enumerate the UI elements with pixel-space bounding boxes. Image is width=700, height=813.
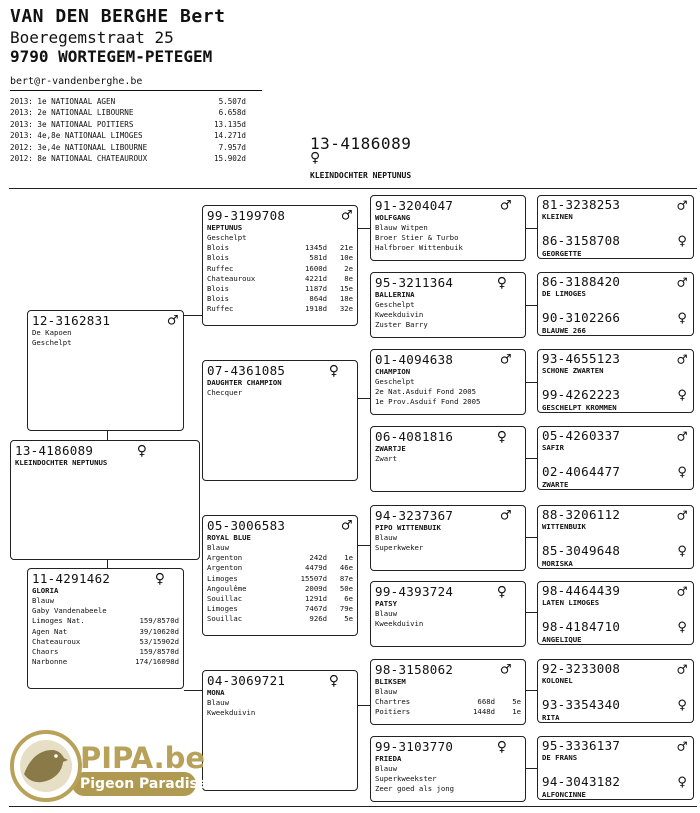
pigeon-name: LATEN LIMOGES (542, 598, 600, 607)
result-row: Argenton 242d 1e (207, 553, 353, 563)
results-list (10, 96, 246, 164)
connector (358, 705, 370, 706)
pigeon-name: MONA (207, 688, 225, 697)
page-divider (9, 188, 697, 189)
pigeon-name: KOLONEL (542, 676, 573, 685)
pigeon-card-grandmother-paternal[interactable] (202, 360, 358, 481)
pigeon-name: DE FRANS (542, 753, 578, 762)
pigeon-color: Geschelpt (375, 300, 415, 309)
pigeon-color: Blauw (32, 596, 54, 605)
pigeon-card-male[interactable] (538, 427, 693, 459)
pigeon-card-male[interactable] (538, 506, 693, 538)
ring-number: 95-3336137 (542, 738, 621, 753)
result-row: 2013: 2e NATIONAAL LIBOURNE 6.658d (10, 108, 246, 118)
pigeon-note: Zeer goed als jong (375, 784, 455, 794)
connector (184, 690, 202, 691)
pigeon-card-ggp-5[interactable] (370, 505, 526, 571)
female-icon: ♀ (677, 772, 687, 791)
result-row: 2012: 8e NATIONAAL CHATEAUROUX 15.902d (10, 154, 246, 164)
ring-number: 05-3006583 (207, 518, 286, 533)
ring-number: 93-3354340 (542, 697, 621, 712)
male-icon: ♂ (500, 350, 511, 370)
ring-number: 04-3069721 (207, 673, 286, 688)
result-row: Argenton 4479d 46e (207, 563, 353, 573)
ring-number: 12-3162831 (32, 313, 111, 328)
connector (526, 690, 537, 691)
female-icon: ♀ (496, 582, 507, 602)
pigeon-pair-card[interactable] (537, 195, 694, 259)
ring-number: 91-3204047 (375, 198, 454, 213)
pigeon-card-ggp-7[interactable] (370, 659, 526, 725)
pigeon-pair-card[interactable] (537, 505, 694, 569)
connector (526, 458, 537, 459)
pigeon-color: Blauw (207, 543, 229, 552)
pigeon-note: Zuster Barry (375, 320, 428, 330)
male-icon: ♂ (500, 196, 511, 216)
ring-number: 86-3158708 (542, 233, 621, 248)
connector (358, 398, 370, 399)
ring-number: 06-4081816 (375, 429, 454, 444)
pigeon-name: ZWARTJE (375, 444, 406, 453)
pigeon-card-male[interactable] (538, 582, 693, 614)
pigeon-card-female[interactable] (538, 305, 693, 337)
result-row: Ruffec 1600d 2e (207, 263, 353, 273)
result-row: 2013: 3e NATIONAAL POITIERS 13.135d (10, 119, 246, 129)
result-row: Chaors 159/8570d (32, 647, 179, 657)
pigeon-card-ggp-6[interactable] (370, 581, 526, 647)
male-icon: ♂ (341, 516, 352, 536)
female-icon: ♀ (328, 671, 339, 691)
result-row: 2013: 1e NATIONAAL AGEN 5.507d (10, 97, 246, 106)
pigeon-name: WOLFGANG (375, 213, 411, 222)
pigeon-color: Geschelpt (375, 377, 415, 386)
connector (358, 545, 370, 546)
result-row: 2012: 3e,4e NATIONAAL LIBOURNE 7.957d (10, 142, 246, 152)
result-row: Limoges 15507d 87e (207, 573, 353, 583)
pigeon-name: BLIKSEM (375, 677, 406, 686)
pigeon-name: PIPO WITTENBUIK (375, 523, 441, 532)
pigeon-name: DE LIMOGES (542, 289, 586, 298)
pigeon-name: PATSY (375, 599, 397, 608)
pigeon-color: Blauw (207, 698, 229, 707)
pigeon-name: CHAMPION (375, 367, 411, 376)
ring-number: 86-3188420 (542, 274, 621, 289)
pigeon-note: Superkweekster (375, 774, 437, 784)
owner-name: VAN DEN BERGHE Bert (10, 6, 226, 27)
result-row: Poitiers 1448d 1e (375, 707, 521, 717)
pigeon-card-male[interactable] (538, 660, 693, 692)
result-row: Agen Nat 39/10620d (32, 626, 179, 636)
pigeon-color: Zwart (375, 454, 397, 463)
connector (184, 315, 202, 316)
pigeon-name: GLORIA (32, 586, 59, 595)
ring-number: 05-4260337 (542, 428, 621, 443)
result-row: Limoges Nat. 159/8570d (32, 616, 179, 626)
owner-divider (10, 90, 262, 91)
male-icon: ♂ (500, 506, 511, 526)
owner-email[interactable]: bert@r-vandenberghe.be (10, 76, 143, 87)
male-icon: ♂ (341, 206, 352, 226)
page-divider (9, 806, 697, 807)
pigeon-pair-card[interactable] (537, 426, 694, 490)
result-row: Blois 1187d 15e (207, 284, 353, 294)
pigeon-card-female[interactable] (538, 459, 693, 491)
result-row: Souillac 926d 5e (207, 614, 353, 624)
pigeon-name: ALFONCINNE (542, 790, 586, 799)
ring-number: 99-4393724 (375, 584, 454, 599)
pigeon-note: Kweekduivin (207, 708, 256, 718)
pigeon-note: Gaby Vandenabeele (32, 606, 107, 616)
male-icon: ♂ (677, 582, 687, 601)
female-icon: ♀ (677, 695, 687, 714)
ring-number: 99-3103770 (375, 739, 454, 754)
ring-number: 99-4262223 (542, 387, 621, 402)
ring-number: 02-4064477 (542, 464, 621, 479)
male-icon: ♂ (677, 427, 687, 446)
ring-number: 81-3238253 (542, 197, 621, 212)
pigeon-card-male[interactable] (538, 196, 693, 228)
pigeon-card-ggp-4[interactable] (370, 426, 526, 492)
ring-number: 07-4361085 (207, 363, 286, 378)
pigeon-color: Blauw (375, 533, 397, 542)
pigeon-card-grandmother-maternal[interactable] (202, 670, 358, 791)
connector (107, 431, 108, 440)
pigeon-card-ggp-8[interactable] (370, 736, 526, 802)
pigeon-name: SAFIR (542, 443, 564, 452)
pigeon-card-ggp-1[interactable] (370, 195, 526, 261)
pigeon-name: WITTENBUIK (542, 522, 586, 531)
female-icon: ♀ (677, 231, 687, 250)
pigeon-card-male[interactable] (538, 273, 693, 305)
pigeon-color: Blauw Witpen (375, 223, 428, 232)
male-icon: ♂ (677, 737, 687, 756)
pigeon-note: Kweekduivin (375, 310, 424, 320)
pigeon-name: MORISKA (542, 559, 573, 568)
result-row: Ruffec 1918d 32e (207, 304, 353, 314)
ring-number: 11-4291462 (32, 571, 111, 586)
pigeon-note: Broer Stier & Turbo (375, 233, 459, 243)
female-icon: ♀ (677, 617, 687, 636)
female-icon: ♀ (328, 361, 339, 381)
pigeon-card-male[interactable] (538, 737, 693, 769)
female-icon: ♀ (496, 737, 507, 757)
connector (526, 537, 537, 538)
result-row: Limoges 7467d 79e (207, 604, 353, 614)
ring-number: 90-3102266 (542, 310, 621, 325)
female-icon: ♀ (154, 569, 165, 589)
pigeon-card-mother[interactable] (27, 568, 184, 689)
pigeon-pair-card[interactable] (537, 736, 694, 800)
ring-number: 94-3043182 (542, 774, 621, 789)
pigeon-color: Blauw (375, 687, 397, 696)
pigeon-card-ggp-3[interactable] (370, 349, 526, 415)
connector (526, 612, 537, 613)
pigeon-name: ANGELIQUE (542, 635, 582, 644)
ring-number: 95-3211364 (375, 275, 454, 290)
result-row: Chartres 668d 5e (375, 697, 521, 707)
pigeon-name: ROYAL BLUE (207, 533, 251, 542)
pigeon-note: 1e Prov.Asduif Fond 2005 (375, 397, 481, 407)
connector (526, 768, 537, 769)
female-icon: ♀ (677, 541, 687, 560)
male-icon: ♂ (500, 660, 511, 680)
pigeon-name: BLAUWE 266 (542, 326, 586, 335)
ring-number: 01-4094638 (375, 352, 454, 367)
pigeon-name: GESCHELPT KROMMEN (542, 403, 617, 412)
male-icon: ♂ (677, 506, 687, 525)
connector (526, 228, 537, 229)
pigeon-card-female[interactable] (538, 692, 693, 724)
result-row: Angoulême 2009d 50e (207, 583, 353, 593)
connector (526, 305, 537, 306)
pigeon-note: Halfbroer Wittenbuik (375, 243, 463, 253)
connector (526, 382, 537, 383)
pigeon-color: Blauw (375, 764, 397, 773)
result-row: 2013: 4e,8e NATIONAAL LIMOGES 14.271d (10, 131, 246, 141)
pigeon-name: De Kapoen (32, 328, 72, 337)
pigeon-name: RITA (542, 713, 560, 722)
pigeon-card-female[interactable] (538, 538, 693, 570)
pigeon-name: KLEINDOCHTER NEPTUNUS (15, 458, 108, 467)
male-icon: ♂ (677, 273, 687, 292)
result-row: Blois 1345d 21e (207, 243, 353, 253)
logo-title: PIPA.be (80, 741, 206, 775)
ring-number: 99-3199708 (207, 208, 286, 223)
connector (358, 228, 370, 229)
subject-name: KLEINDOCHTER NEPTUNUS (310, 171, 412, 180)
pigeon-name: KLEINEN (542, 212, 573, 221)
ring-number: 98-3158062 (375, 662, 454, 677)
pigeon-card-grandfather-paternal[interactable] (202, 205, 358, 326)
female-icon: ♀ (496, 273, 507, 293)
pigeon-pair-card[interactable] (537, 659, 694, 723)
pigeon-color: Geschelpt (207, 233, 247, 242)
pigeon-note: Kweekduivin (375, 619, 424, 629)
pigeon-card-subject[interactable] (10, 440, 200, 560)
ring-number: 92-3233008 (542, 661, 621, 676)
ring-number: 85-3049648 (542, 543, 621, 558)
ring-number: 13-4186089 (15, 443, 94, 458)
pigeon-card-female[interactable] (538, 769, 693, 801)
pigeon-card-ggp-2[interactable] (370, 272, 526, 338)
pigeon-card-father[interactable] (27, 310, 184, 431)
result-row: Souillac 1291d 6e (207, 594, 353, 604)
ring-number: 98-4464439 (542, 583, 621, 598)
result-row: Blois 581d 10e (207, 253, 353, 263)
pigeon-card-male[interactable] (538, 350, 693, 382)
pigeon-pair-card[interactable] (537, 349, 694, 413)
male-icon: ♂ (677, 350, 687, 369)
female-icon: ♀ (677, 462, 687, 481)
result-row: Chateauroux 4221d 8e (207, 273, 353, 283)
female-icon: ♀ (677, 308, 687, 327)
female-icon: ♀ (136, 441, 147, 461)
pigeon-pair-card[interactable] (537, 581, 694, 645)
pigeon-card-grandfather-maternal[interactable] (202, 515, 358, 636)
pigeon-color: Geschelpt (32, 338, 72, 347)
pigeon-color: Checquer (207, 388, 243, 397)
result-row: Blois 864d 18e (207, 294, 353, 304)
female-icon: ♀ (310, 148, 321, 168)
result-row: Chateauroux 53/15902d (32, 636, 179, 646)
female-icon: ♀ (677, 385, 687, 404)
female-icon: ♀ (496, 427, 507, 447)
pigeon-card-female[interactable] (538, 228, 693, 260)
male-icon: ♂ (677, 196, 687, 215)
pigeon-name: ZWARTE (542, 480, 569, 489)
ring-number: 88-3206112 (542, 507, 621, 522)
owner-street: Boeregemstraat 25 (10, 28, 174, 47)
logo-subtitle: Pigeon Paradise (80, 776, 208, 792)
owner-city: 9790 WORTEGEM-PETEGEM (10, 47, 213, 66)
pigeon-name: SCHONE ZWARTEN (542, 366, 604, 375)
ring-number: 98-4184710 (542, 619, 621, 634)
pigeon-card-female[interactable] (538, 614, 693, 646)
pigeon-name: FRIEDA (375, 754, 402, 763)
ring-number: 93-4655123 (542, 351, 621, 366)
pigeon-name: GEORGETTE (542, 249, 582, 258)
pigeon-name: DAUGHTER CHAMPION (207, 378, 282, 387)
pigeon-color: Blauw (375, 609, 397, 618)
pigeon-card-female[interactable] (538, 382, 693, 414)
connector (107, 560, 108, 568)
subject-ring: 13-4186089 (310, 134, 412, 153)
pigeon-note: 2e Nat.Asduif Fond 2005 (375, 387, 477, 397)
pigeon-name: BALLERINA (375, 290, 415, 299)
ring-number: 94-3237367 (375, 508, 454, 523)
pigeon-note: Superkweker (375, 543, 424, 553)
male-icon: ♂ (167, 311, 178, 331)
male-icon: ♂ (677, 660, 687, 679)
pigeon-pair-card[interactable] (537, 272, 694, 336)
result-row: Narbonne 174/16098d (32, 657, 179, 667)
pigeon-name: NEPTUNUS (207, 223, 243, 232)
